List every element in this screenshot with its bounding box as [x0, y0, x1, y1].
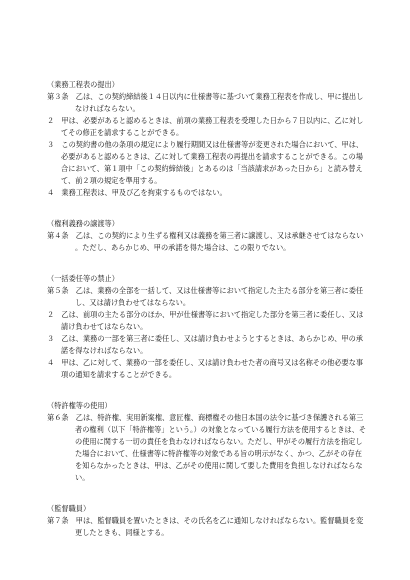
section-assignment-of-rights: [47, 218, 369, 254]
article-3-paragraph-3: ３ この契約書の他の条項の規定により履行期間又は仕様書等が変更された場合において、甲は、必要があると認めるときは、乙に対して業務工程表の再提出を請求することができる。この場合において、第１項中「この契約締結後」とあるのは「当該請求があった日から」と読み替えて、前２項の規定を準用する。: [47, 140, 364, 185]
article-3-paragraph-2: ２ 甲は、必要があると認めるときは、前項の業務工程表を受理した日から７日以内に、乙に対してその修正を請求することができる。: [47, 116, 364, 137]
section-heading: （業務工程表の提出）: [47, 80, 119, 89]
document-body: [47, 79, 369, 558]
section-subcontracting: [47, 273, 369, 381]
section-heading: （監督職員）: [47, 504, 91, 513]
section-work-schedule: [47, 79, 369, 199]
article-3-paragraph-4: ４ 業務工程表は、甲及び乙を拘束するものではない。: [47, 188, 227, 197]
article-5-paragraph-4: ４ 甲は、乙に対して、業務の一部を委任し、又は請け負わせた者の商号又は名称その他必要な事項の通知を請求することができる。: [47, 358, 364, 379]
article-6: 第６条 乙は、特許権、実用新案権、意匠権、商標権その他日本国の法令に基づき保護される第三者の権利（以下「特許権等」という。）の対象となっている履行方法を使用するときは、その使用に関する一切の責任を負わなければならない。ただし、甲がその履行方法を指定した場合において、仕様書等に特許権等の対象である旨の明示がなく、かつ、乙がその存在を知らなかったときは、甲は、乙がその使用に関して要した費用を負担しなければならない。: [47, 413, 367, 482]
section-heading: （特許権等の使用）: [47, 401, 112, 410]
section-patent-rights: [47, 400, 369, 484]
article-5-paragraph-3: ３ 乙は、業務の一部を第三者に委任し、又は請け負わせようとするときは、あらかじめ、甲の承諾を得なければならない。: [47, 334, 363, 355]
article-5-paragraph-2: ２ 乙は、前項の主たる部分のほか、甲が仕様書等において指定した部分を第三者に委任し、又は請け負わせてはならない。: [47, 310, 364, 331]
section-heading: （権利義務の譲渡等）: [47, 219, 119, 228]
section-supervisor: [47, 503, 369, 539]
section-heading: （一括委任等の禁止）: [47, 274, 119, 283]
article-7: 第７条 甲は、監督職員を置いたときは、その氏名を乙に通知しなければならない。監督職員を変更したときも、同様とする。: [47, 516, 364, 537]
article-4: 第４条 乙は、この契約により生ずる権利又は義務を第三者に譲渡し、又は承継させてはならない。ただし、あらかじめ、甲の承諾を得た場合は、この限りでない。: [47, 231, 364, 252]
article-3: 第３条 乙は、この契約締結後１４日以内に仕様書等に基づいて業務工程表を作成し、甲に提出しなければならない。: [47, 92, 364, 113]
article-5: 第５条 乙は、業務の全部を一括して、又は仕様書等において指定した主たる部分を第三者に委任し、又は請け負わせてはならない。: [47, 286, 364, 307]
